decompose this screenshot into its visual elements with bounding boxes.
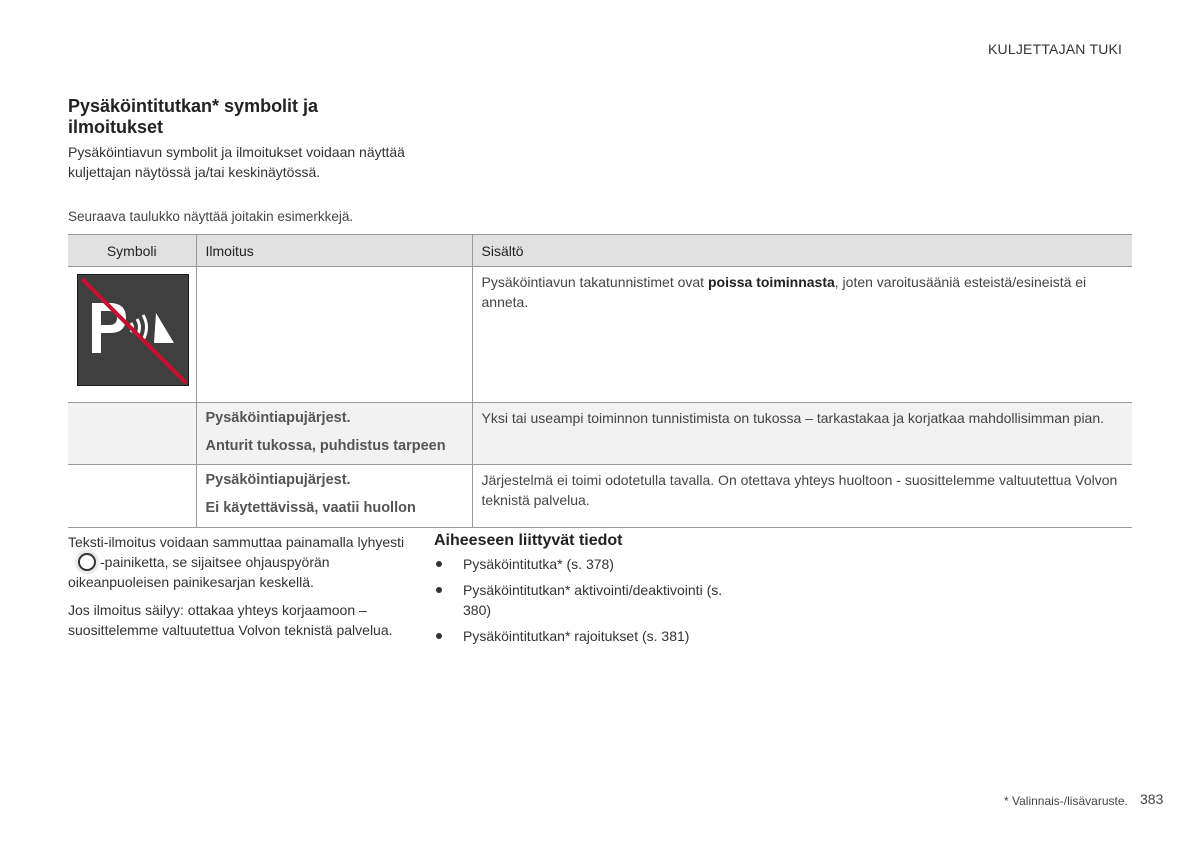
content-cell: Yksi tai useampi toiminnon tunnistimista on tukossa – tarkastakaa ja korjatkaa mahdollisimman pian. [472, 403, 1132, 465]
table-header-row [68, 235, 1132, 267]
footnote: * Valinnais-/lisävaruste. [1004, 794, 1128, 808]
content-cell: Järjestelmä ei toimi odotetulla tavalla. On otettava yhteys huoltoon - suosittelemme valtuutettua Volvon teknistä palvelua. [472, 465, 1132, 528]
symbol-cell-empty [68, 465, 196, 528]
circle-button-icon [78, 553, 96, 571]
message-detail: Ei käytettävissä, vaatii huollon [205, 500, 416, 516]
intro-text: Pysäköintiavun symbolit ja ilmoitukset voidaan näyttää kuljettajan näytössä ja/tai keskinäytössä. [68, 144, 405, 180]
table-row [68, 465, 1132, 528]
related-heading: Aiheeseen liittyvät tiedot [434, 532, 623, 549]
contact-instruction: Jos ilmoitus säilyy: ottakaa yhteys korjaamoon – suosittelemme valtuutettua Volvon teknistä palvelua. [68, 602, 393, 638]
instruction-text: Teksti-ilmoitus voidaan sammuttaa painamalla lyhyesti [68, 534, 405, 550]
message-cell [196, 465, 472, 528]
related-link-limitations[interactable] [434, 626, 733, 646]
left-column [68, 532, 408, 648]
related-info [434, 532, 754, 652]
message-title: Pysäköintiapujärjest. [205, 410, 351, 426]
related-link-parking-radar[interactable] [434, 554, 733, 574]
related-link-activation[interactable] [434, 580, 733, 620]
header-message: Ilmoitus [196, 235, 472, 267]
content-emphasis: poissa toiminnasta [707, 274, 835, 290]
table-lead-text: Seuraava taulukko näyttää joitakin esimerkkejä. [68, 209, 354, 224]
related-link-text[interactable]: Pysäköintitutka* (s. 378) [463, 556, 614, 572]
table-row [68, 267, 1132, 403]
section-header: KULJETTAJAN TUKI [988, 41, 1123, 57]
symbol-cell-empty [68, 403, 196, 465]
bullet-icon [436, 587, 442, 593]
message-cell [196, 403, 472, 465]
content-text: Pysäköintiavun takatunnistimet ovat [481, 274, 708, 290]
content-cell [472, 267, 1132, 403]
message-detail: Anturit tukossa, puhdistus tarpeen [205, 438, 446, 454]
related-list [434, 554, 754, 646]
bullet-icon [436, 633, 442, 639]
page-title: Pysäköintitutkan* symbolit ja ilmoitukset [68, 96, 319, 137]
related-link-text[interactable]: Pysäköintitutkan* rajoitukset (s. 381) [463, 628, 690, 644]
content-text-suffix: , joten varoitusääniä esteistä/esineistä ei anneta. [481, 274, 1087, 310]
instruction-text-after: -painiketta, se sijaitsee ohjauspyörän oikeanpuoleisen painikesarjan keskellä. [68, 554, 330, 590]
page-number: 383 [1140, 791, 1164, 807]
bullet-icon [436, 561, 442, 567]
header-content: Sisältö [472, 235, 1132, 267]
parking-sensor-off-icon [77, 274, 189, 386]
dismiss-instruction [68, 532, 408, 592]
header-symbol: Symboli [68, 235, 196, 267]
table-row [68, 403, 1132, 465]
message-cell-empty [196, 267, 472, 403]
related-link-text[interactable]: Pysäköintitutkan* aktivointi/deaktivointi (s. 380) [463, 582, 723, 618]
symbols-table [68, 234, 1132, 528]
message-title: Pysäköintiapujärjest. [205, 472, 351, 488]
symbol-cell [68, 267, 196, 403]
